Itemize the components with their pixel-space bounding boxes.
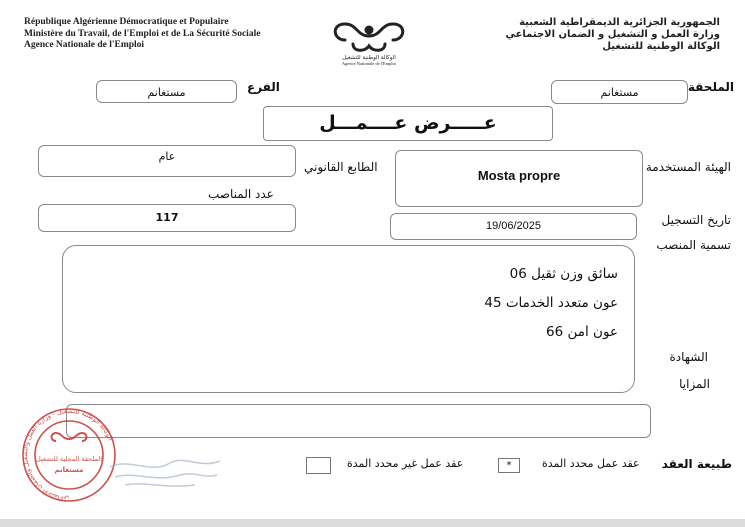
fixed-term-label: عقد عمل محدد المدة: [542, 457, 640, 470]
registration-date-field: [390, 213, 637, 240]
indefinite-term-label: عقد عمل غير محدد المدة: [347, 457, 464, 470]
positions-count-field: [38, 204, 296, 232]
annex-value: مستغانم: [600, 86, 639, 99]
ar-header-line: الجمهورية الجزائرية الديمقراطية الشعبية: [519, 17, 720, 28]
benefits-label: المزايا: [679, 377, 710, 391]
arabic-header: [400, 17, 720, 53]
ar-header-line: الوكالة الوطنية للتشغيل: [602, 41, 720, 52]
positions-count-label: عدد المناصب: [208, 187, 274, 201]
legal-status-field: [38, 145, 296, 177]
logo-caption-fr: Agence Nationale de l'Emploi: [341, 61, 397, 66]
fr-header-line: Ministère du Travail, de l'Emploi et de La Sécurité Sociale: [24, 28, 261, 39]
logo-caption-ar: الوكالة الوطنية للتشغيل: [342, 55, 396, 61]
position-item: عون متعدد الخدمات 45: [484, 295, 618, 311]
branch-field: [96, 80, 237, 103]
fr-header-line: République Algérienne Démocratique et Populaire: [24, 17, 229, 27]
stamp-ring-text: الوكالة الوطنية للتشغيل - وزارة العمل والتشغيل والضمان الاجتماعي: [20, 406, 115, 504]
legal-status-value: عام: [158, 150, 176, 163]
certificate-label: الشهادة: [669, 350, 708, 364]
signature-scribble: [105, 445, 225, 495]
indefinite-term-checkbox[interactable]: [306, 457, 331, 474]
document-title: عـــــرض عــــمـــل: [319, 112, 497, 134]
employer-value: Mosta propre: [477, 168, 561, 183]
ar-header-line: وزارة العمل و التشغيل و الضمان الاجتماعي: [505, 29, 720, 40]
employer-label: الهيئة المستخدمة: [645, 160, 731, 174]
annex-field: [551, 80, 688, 104]
positions-field: [62, 245, 635, 393]
branch-label: الفرع: [247, 80, 280, 94]
positions-count-value: 117: [155, 211, 179, 224]
legal-status-label: الطابع القانوني: [304, 160, 378, 174]
fixed-term-checkbox[interactable]: *: [498, 458, 520, 473]
french-header: [24, 17, 260, 52]
position-item: سائق وزن ثقيل 06: [509, 266, 618, 282]
employer-field: [395, 150, 643, 207]
fr-header-line: Agence Nationale de l'Emploi: [24, 40, 145, 50]
contract-type-label: طبيعة العقد: [661, 457, 732, 471]
stamp-center-line: الملحقة المحلية للتشغيل: [35, 455, 103, 463]
page-bottom-edge: [0, 519, 745, 527]
document-title-box: [263, 106, 553, 141]
position-name-label: تسمية المنصب: [656, 238, 731, 252]
registration-date-value: 19/06/2025: [485, 220, 542, 232]
annex-label: الملحقة: [687, 80, 734, 94]
benefits-field: [66, 404, 651, 438]
branch-value: مستغانم: [147, 86, 186, 99]
positions-list: [484, 260, 618, 347]
position-item: عون امن 66: [546, 324, 618, 340]
registration-date-label: تاريخ التسجيل: [661, 213, 731, 227]
stamp-center-line: مستغانم: [54, 466, 84, 474]
